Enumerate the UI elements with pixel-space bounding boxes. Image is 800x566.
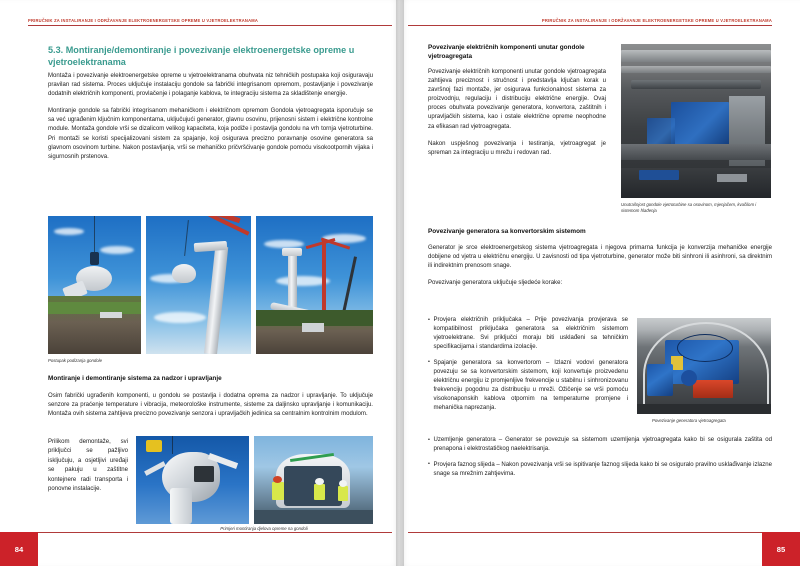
figure-4-caption: Povezivanje generatora vjetroagregata <box>652 418 726 423</box>
list-item: • Provjera faznog slijeda – Nakon povezivanja vrši se ispitivanje faznog slijeda kako bi se osiguralo pravilno usklađivanje izlazne snage sa mrežnim zahtjevima. <box>428 461 772 479</box>
header-rule-right <box>408 25 772 26</box>
figure-lifting-nacelle-3 <box>256 216 373 354</box>
page-number-left: 84 <box>0 532 38 566</box>
list-item: • Provjera električnih priključaka – Prije povezivanja provjerava se kompatibilnost priključaka generatora sa električnim sistemom vjetroelektrane. Svi priključci moraju biti usklađeni sa tehničkim specifikacijama i standardima izolacije. <box>428 316 628 352</box>
section-title: 5.3. Montiranje/demontiranje i povezivanje elektroenergetske opreme u vjetroelektranama <box>48 45 355 68</box>
subheading-monitoring: Montiranje i demontiranje sistema za nadzor i upravljanje <box>48 375 222 382</box>
paragraph: Prilikom demontaže, svi priključci se pažljivo isključuju, a osjetljivi uređaji se pakuju u zaštitne kontejnere radi transporta i ponovne instalacije. <box>48 439 128 493</box>
figure-1-caption: Postupak podizanja gondole <box>48 358 102 363</box>
right-page <box>400 0 800 566</box>
figure-generator-connection <box>637 318 771 414</box>
footer-rule-left <box>38 532 392 533</box>
right-body-top <box>428 68 606 158</box>
figure-workers-nacelle <box>254 436 373 524</box>
figure-nacelle-interior <box>621 44 771 198</box>
figure-2-caption: Primjeri montiranja djelova opreme na gondoli <box>220 526 308 531</box>
figure-hub-assembly <box>136 436 249 524</box>
figure-lifting-nacelle-1 <box>48 216 141 354</box>
figure-lifting-nacelle-2 <box>146 216 251 354</box>
paragraph: Osim fabrički ugrađenih komponenti, u gondolu se postavlja i dodatna oprema za nadzor i upravljanje. To uključuje senzore za praćenje temperature i vibracija, meteorološke instrumente, sisteme za daljinsko upravljanje i komunikaciju. Montaža ovih sistema zahtijeva precizno povezivanje senzora i upravljačkih jedinica sa centralnim kontrolnim modulom. <box>48 393 373 418</box>
running-head-right: PRIRUČNIK ZA INSTALIRANJE I ODRŽAVANJE ELEKTROENERGETSKE OPREME U VJETROELEKTRANAMA <box>541 18 772 23</box>
subheading-connecting-components: Povezivanje električnih komponenti unutar gondole vjetroagregata <box>428 44 585 60</box>
subheading-generator-converter: Povezivanje generatora sa konvertorskim sistemom <box>428 228 586 235</box>
right-bullets-lower <box>428 436 772 485</box>
figure-3-caption: Unutrašnjost gondole vjetroturbine sa osovinom, mjenjačem, kvačilom i sistemom hlađenja <box>621 202 757 213</box>
right-body-mid <box>428 244 772 288</box>
paragraph: Povezivanje generatora uključuje sljedeće korake: <box>428 280 563 287</box>
footer-rule-right <box>408 532 762 533</box>
left-body-top <box>48 72 373 162</box>
left-body-wrap <box>48 438 128 494</box>
paragraph: Generator je srce elektroenergetskog sistema vjetroagregata i njegova primarna funkcija je konverzija mehaničke energije dobijene od vjetra u električnu energiju. U zavisnosti od tipa vjetroturbine, generator može biti sinhroni ili asinhroni, sa direktnim ili indirektnim prenosom snage. <box>428 245 772 270</box>
paragraph: Nakon uspješnog povezivanja i testiranja, vjetroagregat je spreman za integraciju u mrežu i redovan rad. <box>428 140 606 156</box>
list-item: • Uzemljenje generatora – Generator se povezuje sa sistemom uzemljenja vjetroagregata kako bi se osigurala zaštita od prenapona i elektrostatičkog naelektrisanja. <box>428 436 772 454</box>
paragraph: Povezivanje električnih komponenti unutar gondole vjetroagregata zahtijeva preciznost i stručnost i predstavlja ključan korak u završnoj fazi montaže, jer osigurava funkcionalnost sistema za proizvodnju, regulaciju i distribuciju električne energije. Ovaj proces obuhvata povezivanje generatora, konvertora, zaštitnih i upravljačkih sistema, kao i ostale električne opreme neophodne za efikasan rad vjetroagregata. <box>428 69 606 130</box>
list-item: • Spajanje generatora sa konvertorom – Izlazni vodovi generatora povezuju se sa konvertorskim sistemom, koji konvertuje proizvedenu električnu energiju iz promjenljive frekvencije u stabilnu i sinhronizovanu frekvenciju pogodnu za distribuciju u mreži. Ožičenje se vrši pomoću visokonaponskih kablova otpornim na temperaturne promjene i mehanička naprezanja. <box>428 359 628 414</box>
header-rule-left <box>28 25 392 26</box>
running-head-left: PRIRUČNIK ZA INSTALIRANJE I ODRŽAVANJE ELEKTROENERGETSKE OPREME U VJETROELEKTRANAMA <box>28 18 259 23</box>
page-number-right: 85 <box>762 532 800 566</box>
paragraph: Montaža i povezivanje elektroenergetske opreme u vjetroelektranama obuhvata niz tehničkih postupaka koji osiguravaju pravilan rad sistema. Proces uključuje instalaciju gondole sa fabrički integrisanom opremom, postavljanje i povezivanje dodatnih električnih komponenti, provlačenje i polaganje kablova, te integraciju sistema za skladištenje energije. <box>48 73 373 98</box>
right-bullets-upper <box>428 316 628 420</box>
left-body-mid <box>48 392 373 419</box>
paragraph: Montiranje gondole sa fabrički integrisanom mehaničkom i električnom opremom Gondola vjetroagregata isporučuje se sa već ugrađenim ključnim komponentama, uključujući generator, glavnu osovinu, prijenosni sistem i električne kontrolne module. Montaža gondole vrši se dizalicom velikog kapaciteta, koja podiže i postavlja gondolu na vrh tornja vjetroturbine. Pri montaži se koristi specijalizovani sistem za spajanje, koji osigurava precizno poravnanje osovine generatora sa glavnom osovinom turbine. Nakon postavljanja, vrši se mehaničko pričvršćivanje gondole pomoću visokootpornih vijaka i sigurnosnih prstenova. <box>48 108 373 160</box>
